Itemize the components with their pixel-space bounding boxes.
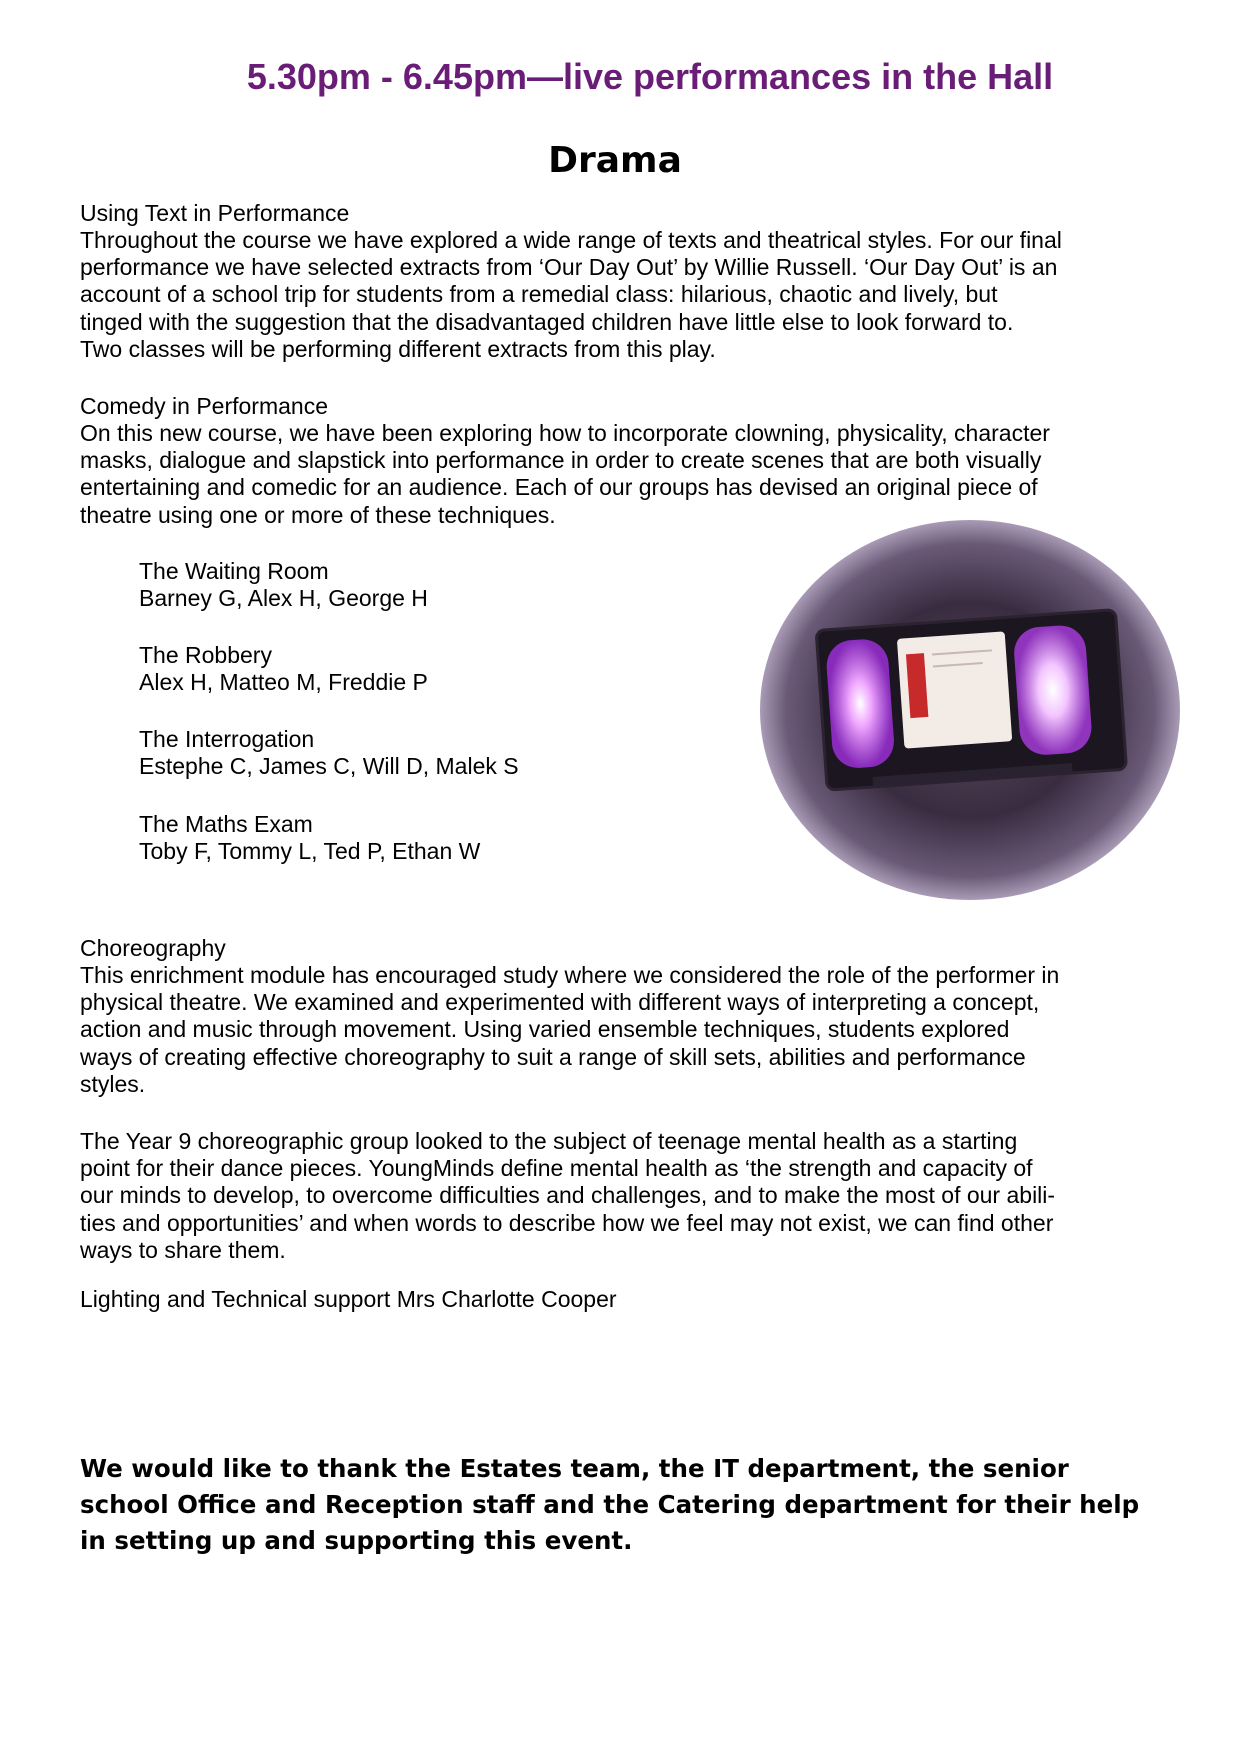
page-title: 5.30pm - 6.45pm—live performances in the Hall (246, 56, 1054, 97)
section-heading: Drama (548, 140, 682, 181)
piece-title: The Waiting Room (139, 558, 329, 584)
vhs-tape-icon (760, 520, 1180, 900)
choreography-heading: Choreography (80, 935, 226, 961)
piece-title: The Maths Exam (139, 811, 313, 837)
piece-cast: Alex H, Matteo M, Freddie P (139, 669, 428, 695)
text-performance-body: Throughout the course we have explored a wide range of texts and theatrical styles. For our final performance we have selected extracts from ‘Our Day Out’ by Willie Russell. ‘Our Day Out’ is an account of a school trip for students from a remedial class: hilarious, chaotic and lively, but tinged with the suggestion that the disadvantaged children have little else to look forward to. Two classes will be performing different extracts from this play. (80, 227, 1062, 362)
comedy-body: On this new course, we have been exploring how to incorporate clowning, physicality, character masks, dialogue and slapstick into performance in order to create scenes that are both visually entertaining and comedic for an audience. Each of our groups has devised an original piece of theatre using one or more of these techniques. (80, 420, 1050, 528)
technical-support: Lighting and Technical support Mrs Charlotte Cooper (80, 1286, 617, 1312)
text-performance-heading: Using Text in Performance (80, 200, 350, 226)
piece-cast: Barney G, Alex H, George H (139, 585, 428, 611)
piece-title: The Robbery (139, 642, 272, 668)
piece-title: The Interrogation (139, 726, 315, 752)
vhs-tape-photo (760, 520, 1180, 900)
comedy-heading: Comedy in Performance (80, 393, 328, 419)
piece-cast: Toby F, Tommy L, Ted P, Ethan W (139, 838, 481, 864)
year9-paragraph: The Year 9 choreographic group looked to the subject of teenage mental health as a starting point for their dance pieces. YoungMinds define mental health as ‘the strength and capacity of our minds to develop, to overcome difficulties and challenges, and to make the most of our abili- ties and opportunities’ and when words to describe how we feel may not exist, we can find other ways to share them. (80, 1128, 1056, 1263)
thanks-paragraph: We would like to thank the Estates team, the IT department, the senior school Office and Reception staff and the Catering department for their help in setting up and supporting this event. (80, 1454, 1140, 1555)
piece-cast: Estephe C, James C, Will D, Malek S (139, 753, 519, 779)
choreography-body: This enrichment module has encouraged study where we considered the role of the performer in physical theatre. We examined and experimented with different ways of interpreting a concept, action and music through movement. Using varied ensemble techniques, students explored ways of creating effective choreography to suit a range of skill sets, abilities and performance styles. (80, 962, 1060, 1097)
